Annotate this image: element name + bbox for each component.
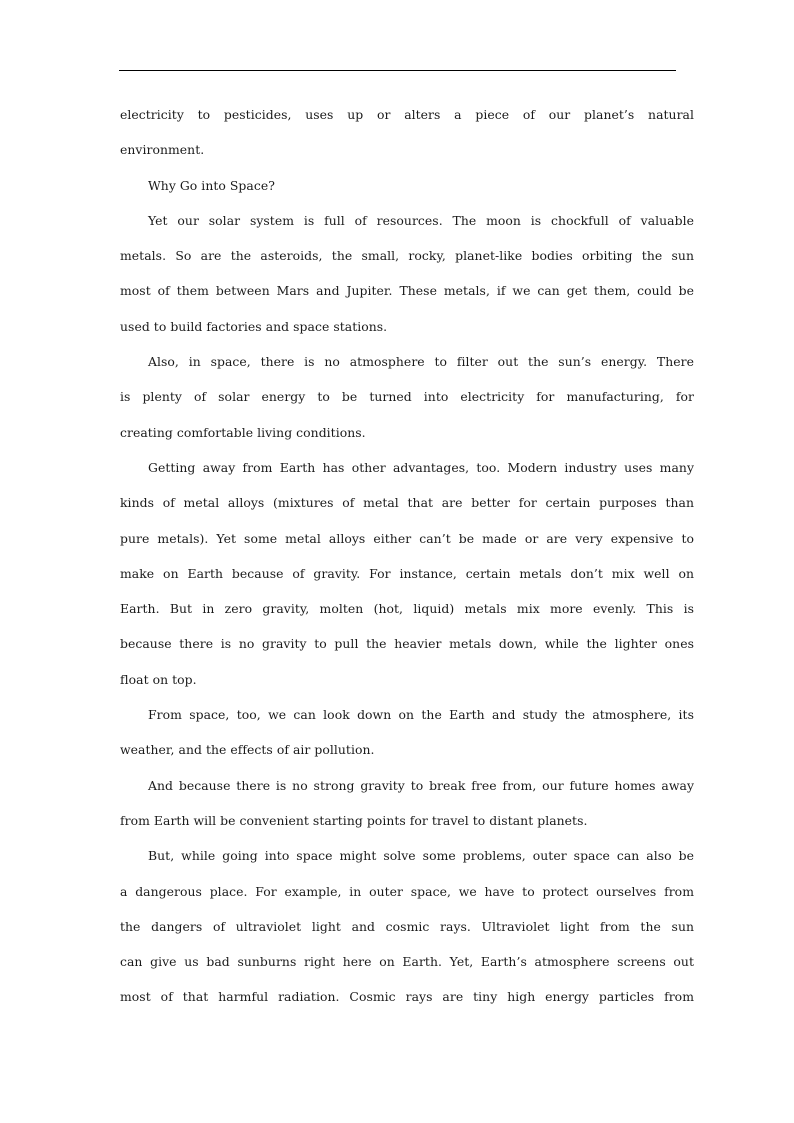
text-line: environment. (120, 142, 205, 158)
document-body (120, 97, 700, 1015)
text-line: Earth. But in zero gravity, molten (hot, liquid) metals mix more evenly. This is (120, 601, 694, 617)
text-line: Getting away from Earth has other advantages, too. Modern industry uses many (148, 459, 694, 475)
text-line: because there is no gravity to pull the heavier metals down, while the lighter ones (120, 636, 694, 652)
text-line: the dangers of ultraviolet light and cosmic rays. Ultraviolet light from the sun (120, 918, 694, 934)
text-line: used to build factories and space stations. (120, 318, 388, 334)
text-line: pure metals). Yet some metal alloys either can’t be made or are very expensive to (120, 530, 694, 546)
text-line: Also, in space, there is no atmosphere to filter out the sun’s energy. There (148, 354, 694, 370)
text-line: can give us bad sunburns right here on Earth. Yet, Earth’s atmosphere screens out (120, 954, 694, 970)
text-line: kinds of metal alloys (mixtures of metal that are better for certain purposes than (120, 495, 694, 511)
text-line: a dangerous place. For example, in outer space, we have to protect ourselves from (120, 883, 694, 899)
text-line: float on top. (120, 671, 197, 687)
text-line: Why Go into Space? (148, 177, 275, 193)
text-line: is plenty of solar energy to be turned into electricity for manufacturing, for (120, 389, 694, 405)
text-line: From space, too, we can look down on the Earth and study the atmosphere, its (148, 707, 694, 723)
text-line: And because there is no strong gravity to break free from, our future homes away (148, 777, 694, 793)
header-rule (119, 70, 676, 71)
text-line: creating comfortable living conditions. (120, 424, 366, 440)
text-line: make on Earth because of gravity. For instance, certain metals don’t mix well on (120, 565, 694, 581)
text-line: Yet our solar system is full of resources. The moon is chockfull of valuable (148, 212, 694, 228)
text-line: most of them between Mars and Jupiter. These metals, if we can get them, could be (120, 283, 694, 299)
text-line: from Earth will be convenient starting points for travel to distant planets. (120, 812, 588, 828)
text-line: metals. So are the asteroids, the small, rocky, planet-like bodies orbiting the sun (120, 248, 694, 264)
text-line: most of that harmful radiation. Cosmic rays are tiny high energy particles from (120, 989, 694, 1005)
text-line: weather, and the effects of air pollution. (120, 742, 375, 758)
text-line: But, while going into space might solve some problems, outer space can also be (148, 848, 694, 864)
text-line: electricity to pesticides, uses up or alters a piece of our planet’s natural (120, 107, 694, 122)
